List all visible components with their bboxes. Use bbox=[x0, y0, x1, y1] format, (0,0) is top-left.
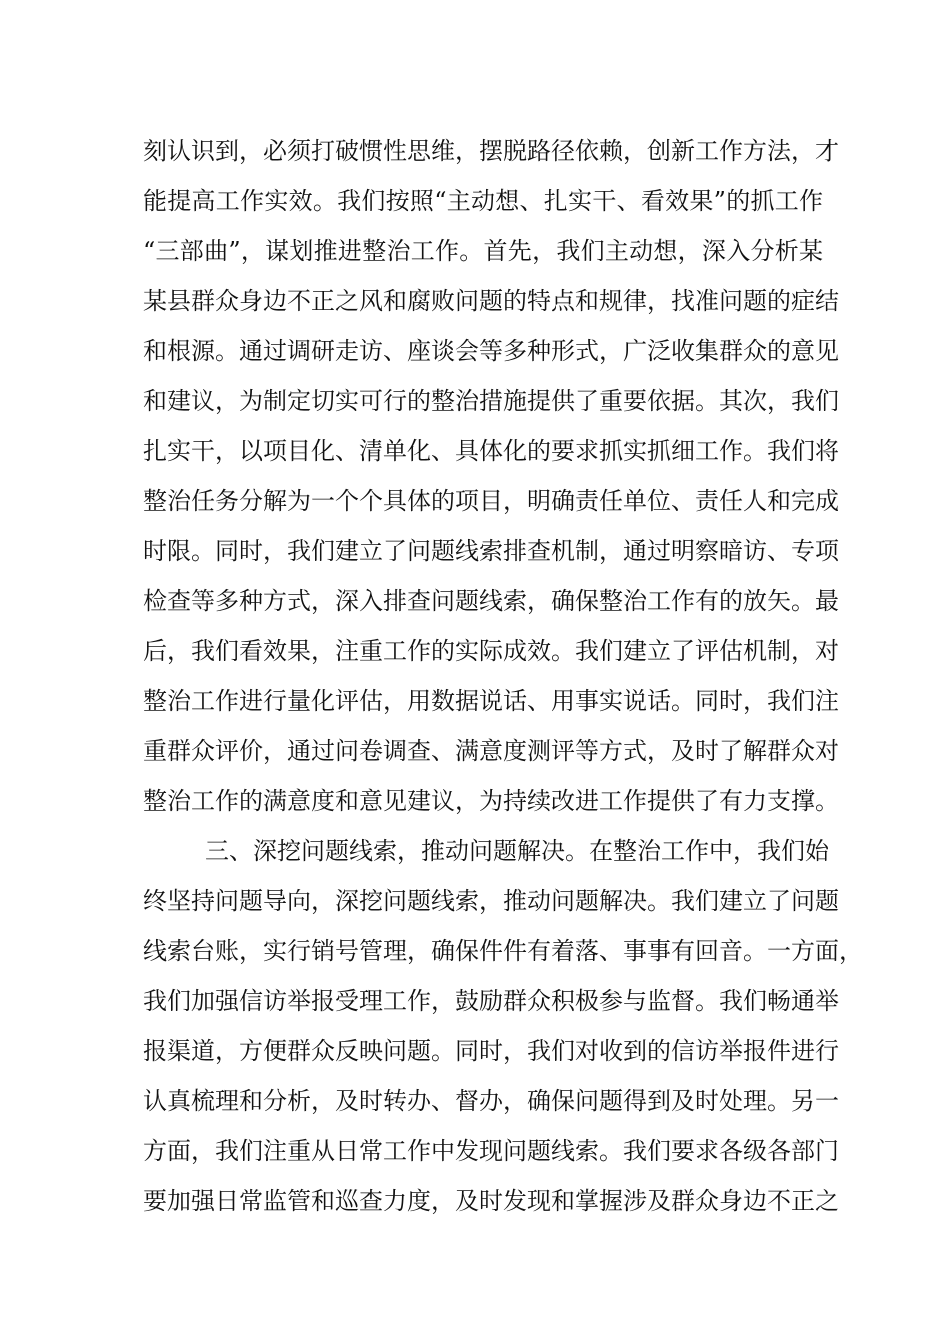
text-line: 要加强日常监管和巡查力度，及时发现和掌握涉及群众身边不正之 bbox=[143, 1187, 839, 1215]
text-line: 认真梳理和分析，及时转办、督办，确保问题得到及时处理。另一 bbox=[143, 1087, 839, 1115]
text-line: “三部曲”，谋划推进整治工作。首先，我们主动想，深入分析某 bbox=[143, 237, 823, 265]
text-line: 我们加强信访举报受理工作，鼓励群众积极参与监督。我们畅通举 bbox=[143, 987, 839, 1015]
text-line: 后，我们看效果，注重工作的实际成效。我们建立了评估机制，对 bbox=[143, 637, 839, 665]
text-line: 重群众评价，通过问卷调查、满意度测评等方式，及时了解群众对 bbox=[143, 737, 839, 765]
text-line: 方面，我们注重从日常工作中发现问题线索。我们要求各级各部门 bbox=[143, 1137, 839, 1165]
text-line: 整治工作的满意度和意见建议，为持续改进工作提供了有力支撑。 bbox=[143, 787, 839, 815]
text-line: 报渠道，方便群众反映问题。同时，我们对收到的信访举报件进行 bbox=[143, 1037, 839, 1065]
text-line: 时限。同时，我们建立了问题线索排查机制，通过明察暗访、专项 bbox=[143, 537, 839, 565]
text-line: 某县群众身边不正之风和腐败问题的特点和规律，找准问题的症结 bbox=[143, 287, 839, 315]
section-heading-line: 三、深挖问题线索，推动问题解决。在整治工作中，我们始 bbox=[205, 837, 829, 865]
text-line: 和根源。通过调研走访、座谈会等多种形式，广泛收集群众的意见 bbox=[143, 337, 839, 365]
paragraph-continuation bbox=[143, 126, 839, 826]
text-line: 终坚持问题导向，深挖问题线索，推动问题解决。我们建立了问题 bbox=[143, 887, 839, 915]
text-line: 能提高工作实效。我们按照“主动想、扎实干、看效果”的抓工作 bbox=[143, 187, 823, 215]
paragraph-section-three bbox=[143, 826, 863, 1226]
text-line: 整治工作进行量化评估，用数据说话、用事实说话。同时，我们注 bbox=[143, 687, 839, 715]
text-line: 整治任务分解为一个个具体的项目，明确责任单位、责任人和完成 bbox=[143, 487, 839, 515]
text-line: 线索台账，实行销号管理，确保件件有着落、事事有回音。一方面， bbox=[143, 937, 863, 965]
text-line: 扎实干，以项目化、清单化、具体化的要求抓实抓细工作。我们将 bbox=[143, 437, 839, 465]
text-line: 检查等多种方式，深入排查问题线索，确保整治工作有的放矢。最 bbox=[143, 587, 839, 615]
text-line: 和建议，为制定切实可行的整治措施提供了重要依据。其次，我们 bbox=[143, 387, 839, 415]
text-line: 刻认识到，必须打破惯性思维，摆脱路径依赖，创新工作方法，才 bbox=[143, 137, 839, 165]
